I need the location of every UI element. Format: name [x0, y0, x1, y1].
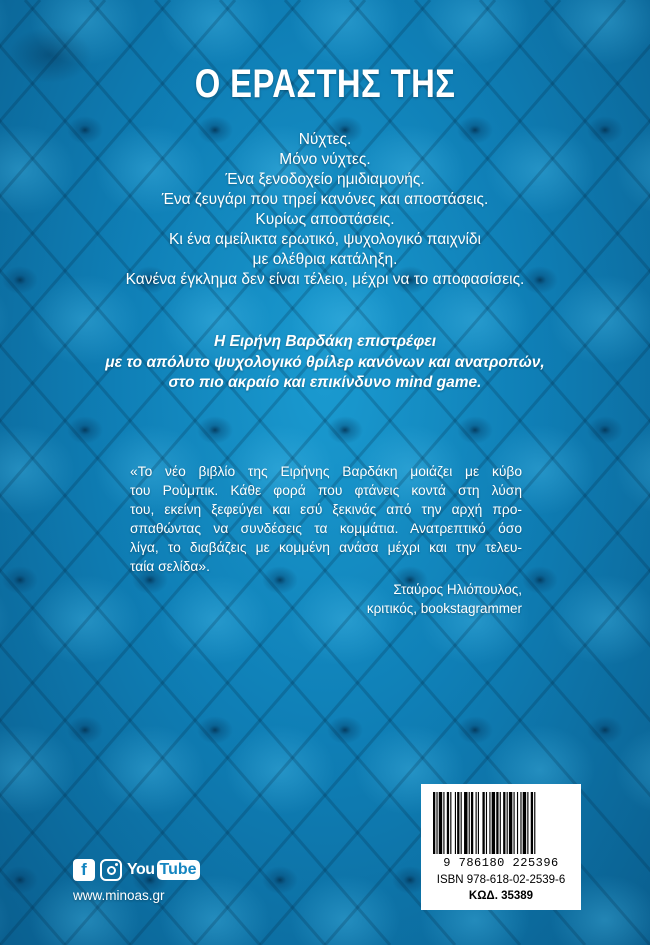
barcode-bar — [447, 792, 449, 854]
barcode-bar — [471, 792, 473, 854]
blurb-line: Ένα ζευγάρι που τηρεί κανόνες και αποστάσεις. — [161, 191, 489, 208]
upholstery-puff — [290, 875, 400, 945]
barcode-bar — [523, 792, 526, 854]
barcode-bar — [492, 792, 495, 854]
barcode-bar — [534, 792, 535, 854]
isbn-number: ISBN 978-618-02-2539-6 — [436, 874, 566, 886]
barcode-bar — [509, 792, 512, 854]
upholstery-puff — [30, 875, 140, 945]
social-links — [73, 858, 200, 882]
barcode-bar — [517, 792, 518, 854]
barcode-bar — [507, 792, 508, 854]
barcode-bar — [436, 792, 437, 854]
upholstery-puff — [615, 725, 650, 815]
barcode-image — [429, 792, 573, 856]
upholstery-puff — [160, 875, 270, 945]
review-attribution — [367, 580, 522, 618]
blurb-line: Κυρίως αποστάσεις. — [255, 211, 395, 228]
barcode-bar — [514, 792, 515, 854]
barcode-bar — [469, 792, 470, 854]
barcode-bar — [482, 792, 484, 854]
review-line: ταία σελίδα». — [130, 559, 210, 574]
barcode-bar — [439, 792, 442, 854]
barcode-bar — [500, 792, 501, 854]
blurb-line: Κι ένα αμείλικτα ερωτικό, ψυχολογικό παιχνίδι — [168, 231, 481, 248]
blurb — [0, 130, 650, 290]
barcode-bar — [450, 792, 451, 854]
barcode-bar — [527, 792, 528, 854]
blurb-line: Μόνο νύχτες. — [279, 151, 371, 168]
barcode-bar — [489, 792, 490, 854]
tagline-line: στο πιο ακραίο και επικίνδυνο mind game. — [168, 374, 482, 391]
publisher-website[interactable]: www.minoas.gr — [73, 888, 165, 903]
instagram-lens — [107, 866, 116, 875]
barcode-bar — [433, 792, 435, 854]
instagram-icon[interactable] — [100, 859, 122, 881]
barcode-bar — [476, 792, 477, 854]
blurb-line: Κανένα έγκλημα δεν είναι τέλειο, μέχρι να το αποφασίσεις. — [125, 271, 525, 288]
youtube-tube: Tube — [157, 860, 200, 880]
barcode-bar — [464, 792, 467, 854]
review-line: «Το νέο βιβλίο της Ειρήνης Βαρδάκη μοιάζει με κύβο — [130, 464, 522, 479]
blurb-line: Ένα ξενοδοχείο ημιδιαμονής. — [225, 171, 425, 188]
youtube-icon[interactable] — [127, 860, 200, 880]
review-line: του Ρούμπικ. Κάθε φορά που φτάνεις κοντά στη λύση — [130, 483, 522, 498]
review-line: του, εκείνη ξεφεύγει και εσύ ξεκινάς από την αρχή προ- — [130, 502, 522, 517]
reviewer-role: κριτικός, bookstagrammer — [366, 601, 522, 616]
product-code: ΚΩΔ. 35389 — [468, 890, 534, 902]
blurb-line: με ολέθρια κατάληξη. — [252, 251, 398, 268]
barcode-box — [421, 784, 581, 910]
review-line: λίγα, το διαβάζεις με κομμένη ανάσα μέχρι και την τελευ- — [130, 540, 522, 555]
review-line: σπαθώντας να συνδέσεις τα κομμάτια. Ανατρεπτικό όσο — [130, 521, 522, 536]
blurb-line: Νύχτες. — [298, 131, 352, 148]
barcode-bar — [457, 792, 459, 854]
barcode-bar — [520, 792, 521, 854]
reviewer-name: Σταύρος Ηλιόπουλος, — [393, 582, 522, 597]
barcode-bar — [496, 792, 498, 854]
tagline-line: Η Ειρήνη Βαρδάκη επιστρέφει — [213, 333, 436, 350]
barcode-digits: 9 786180 225396 — [443, 856, 559, 870]
barcode-bar — [478, 792, 479, 854]
upholstery-puff — [0, 425, 75, 515]
barcode-bar — [486, 792, 487, 854]
facebook-glyph: f — [81, 860, 87, 879]
tagline-line: με το απόλυτο ψυχολογικό θρίλερ κανόνων και ανατροπών, — [105, 353, 545, 371]
upholstery-puff — [0, 725, 75, 815]
upholstery-puff — [550, 0, 650, 65]
barcode-bar — [531, 792, 533, 854]
book-title: Ο ΕΡΑΣΤΗΣ ΤΗΣ — [194, 62, 456, 106]
youtube-you: You — [127, 861, 155, 878]
barcode-bar — [443, 792, 444, 854]
review-quote — [130, 462, 522, 576]
facebook-icon[interactable] — [73, 859, 95, 881]
barcode-bar — [461, 792, 462, 854]
instagram-dot — [115, 863, 118, 866]
barcode-bar — [503, 792, 505, 854]
barcode-bar — [455, 792, 456, 854]
tagline — [0, 332, 650, 394]
